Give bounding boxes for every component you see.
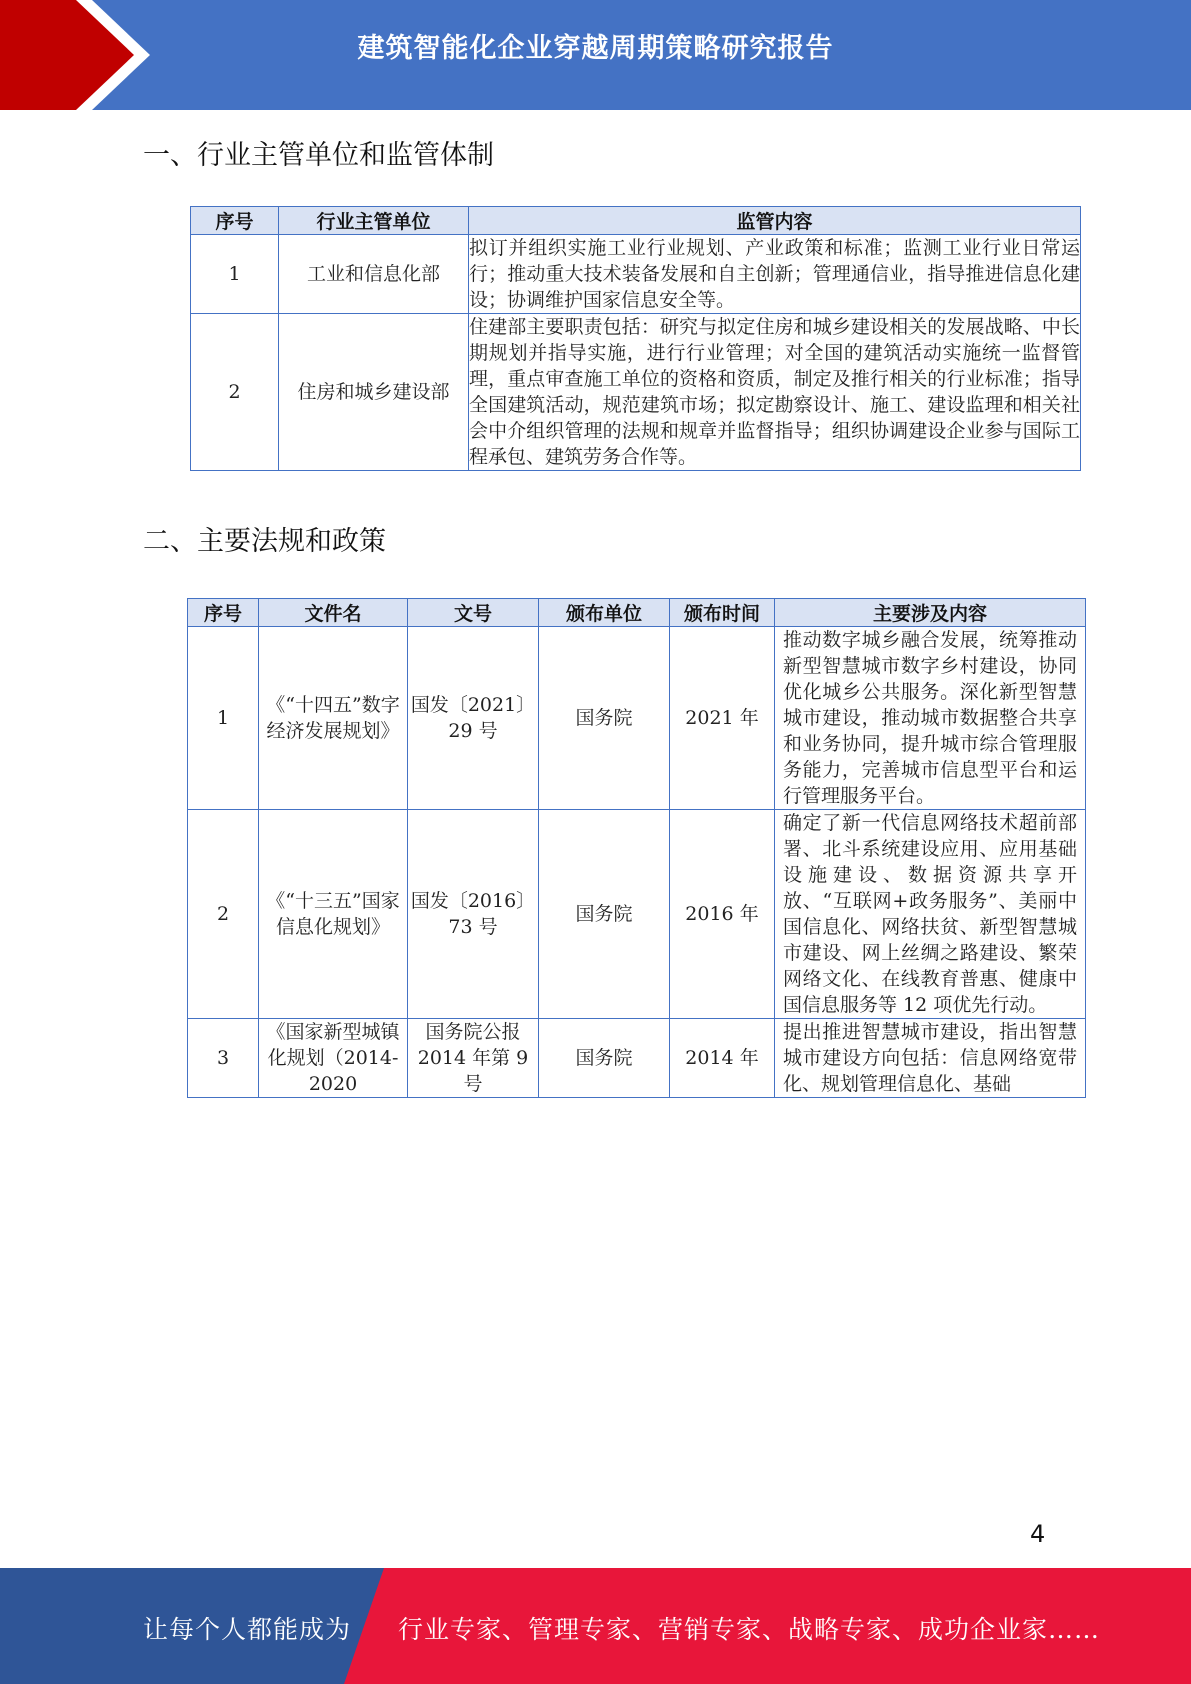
table-row: [191, 235, 1081, 314]
col-header-code: 文号: [408, 599, 539, 627]
page-footer: [0, 1568, 1191, 1684]
row-no: 2: [188, 810, 259, 1019]
row-year: 2014 年: [670, 1019, 775, 1098]
section-title-policies: 二、主要法规和政策: [143, 526, 386, 557]
col-header-no: 序号: [188, 599, 259, 627]
col-header-issuer: 颁布单位: [539, 599, 670, 627]
header-title: 建筑智能化企业穿越周期策略研究报告: [357, 33, 834, 64]
policy-table: [187, 598, 1086, 1098]
row-code: 国务院公报 2014 年第 9 号: [408, 1019, 539, 1098]
row-unit: 住房和城乡建设部: [279, 314, 469, 471]
row-code: 国发〔2016〕73 号: [408, 810, 539, 1019]
policy-table-clip: [180, 598, 1090, 1130]
row-unit: 工业和信息化部: [279, 235, 469, 314]
table-header-row: [191, 207, 1081, 235]
row-name: 《“十四五”数字经济发展规划》: [259, 627, 408, 810]
row-issuer: 国务院: [539, 810, 670, 1019]
col-header-content: 主要涉及内容: [775, 599, 1086, 627]
page-number: 4: [1030, 1520, 1046, 1548]
table-row: [188, 1019, 1086, 1098]
regulator-table: [190, 206, 1081, 471]
row-year: 2021 年: [670, 627, 775, 810]
row-no: 1: [191, 235, 279, 314]
row-name: 《“十三五”国家信息化规划》: [259, 810, 408, 1019]
row-issuer: 国务院: [539, 1019, 670, 1098]
row-content: 确定了新一代信息网络技术超前部署、北斗系统建设应用、应用基础设施建设、数据资源共享开放、“互联网+政务服务”、美丽中国信息化、网络扶贫、新型智慧城市建设、网上丝绸之路建设、繁荣网络文化、在线教育普惠、健康中国信息服务等 12 项优先行动。: [775, 810, 1086, 1019]
table-row: [188, 810, 1086, 1019]
row-no: 1: [188, 627, 259, 810]
col-header-content: 监管内容: [469, 207, 1081, 235]
footer-slogan-right: 行业专家、管理专家、营销专家、战略专家、成功企业家……: [398, 1615, 1101, 1644]
col-header-year: 颁布时间: [670, 599, 775, 627]
col-header-no: 序号: [191, 207, 279, 235]
row-content: 推动数字城乡融合发展，统筹推动新型智慧城市数字乡村建设，协同优化城乡公共服务。深化新型智慧城市建设，推动城市数据整合共享和业务协同，提升城市综合管理服务能力，完善城市信息型平台和运行管理服务平台。: [775, 627, 1086, 810]
page-header: [0, 0, 1191, 110]
row-issuer: 国务院: [539, 627, 670, 810]
col-header-unit: 行业主管单位: [279, 207, 469, 235]
row-no: 2: [191, 314, 279, 471]
row-content: 拟订并组织实施工业行业规划、产业政策和标准；监测工业行业日常运行；推动重大技术装备发展和自主创新；管理通信业，指导推进信息化建设；协调维护国家信息安全等。: [469, 235, 1081, 314]
table-header-row: [188, 599, 1086, 627]
row-code: 国发〔2021〕29 号: [408, 627, 539, 810]
footer-slogan-left: 让每个人都能成为: [143, 1615, 352, 1644]
row-content: 提出推进智慧城市建设，指出智慧城市建设方向包括：信息网络宽带化、规划管理信息化、基础: [775, 1019, 1086, 1098]
row-year: 2016 年: [670, 810, 775, 1019]
section-title-regulators: 一、行业主管单位和监管体制: [143, 140, 494, 171]
row-name: 《国家新型城镇化规划（2014-2020: [259, 1019, 408, 1098]
col-header-name: 文件名: [259, 599, 408, 627]
table-row: [191, 314, 1081, 471]
row-no: 3: [188, 1019, 259, 1098]
row-content: 住建部主要职责包括：研究与拟定住房和城乡建设相关的发展战略、中长期规划并指导实施，进行行业管理；对全国的建筑活动实施统一监督管理，重点审查施工单位的资格和资质，制定及推行相关的行业标准；指导全国建筑活动，规范建筑市场；拟定勘察设计、施工、建设监理和相关社会中介组织管理的法规和规章并监督指导；组织协调建设企业参与国际工程承包、建筑劳务合作等。: [469, 314, 1081, 471]
table-row: [188, 627, 1086, 810]
